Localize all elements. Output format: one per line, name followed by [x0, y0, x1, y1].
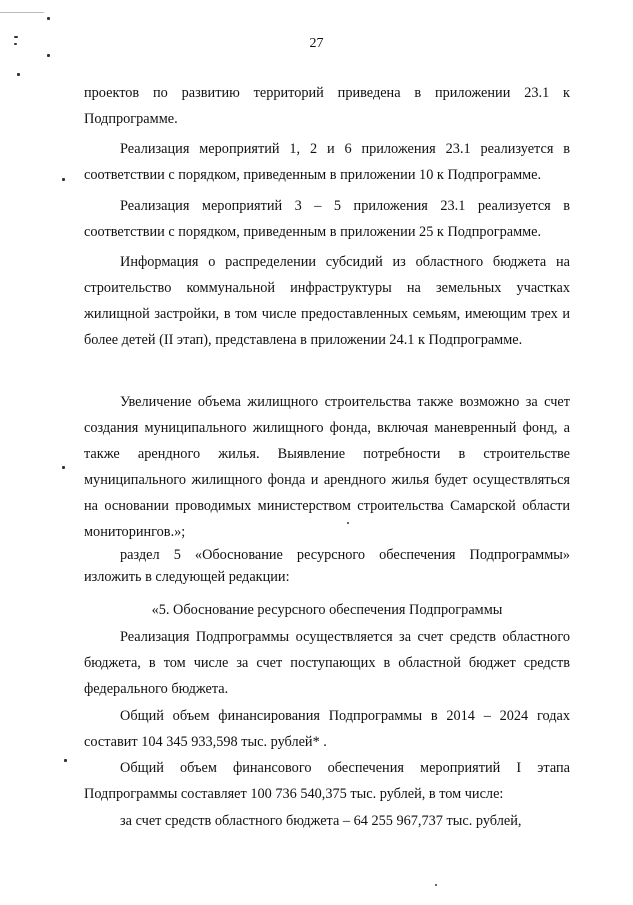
page-number: 27	[309, 36, 324, 51]
scan-mark	[17, 73, 20, 76]
paragraph-subsidies-info: Информация о распределении субсидий из областного бюджета на строительство коммунальной инфраструктуры на земельных участках жилищной застройки, в том числе предоставленных семьям, имеющим трех и более детей (II этап), представлена в приложении 24.1 к Подпрограмме.	[84, 254, 570, 348]
scan-mark	[62, 178, 65, 181]
paragraph-section-5-instruction: раздел 5 «Обоснование ресурсного обеспечения Подпрограммы» изложить в следующей редакции:	[84, 547, 570, 585]
paragraph-measures-1-2-6: Реализация мероприятий 1, 2 и 6 приложения 23.1 реализуется в соответствии с порядком, приведенным в приложении 10 к Подпрограмме.	[84, 141, 570, 183]
paragraph-stage-one-financing: Общий объем финансового обеспечения мероприятий I этапа Подпрограммы составляет 100 736 540,375 тыс. рублей, в том числе:	[84, 760, 570, 802]
scan-mark	[62, 466, 65, 469]
top-edge-line	[0, 12, 44, 13]
paragraph-implementation: Реализация Подпрограммы осуществляется за счет средств областного бюджета, в том числе за счет поступающих в областной бюджет средств федерального бюджета.	[84, 629, 570, 697]
paragraph-projects: проектов по развитию территорий приведена в приложении 23.1 к Подпрограмме.	[84, 85, 570, 127]
scan-mark	[47, 54, 50, 57]
scan-mark	[47, 17, 50, 20]
section-5-title: «5. Обоснование ресурсного обеспечения Подпрограммы	[151, 602, 503, 618]
scan-mark	[64, 759, 67, 762]
paragraph-total-financing: Общий объем финансирования Подпрограммы в 2014 – 2024 годах составит 104 345 933,598 тыс. рублей* .	[84, 708, 570, 750]
paragraph-housing-increase: Увеличение объема жилищного строительства также возможно за счет создания муниципального жилищного фонда, включая маневренный фонд, а также арендного жилья. Выявление потребности в строительстве муниципального жилищного фонда и арендного жилья будет осуществляться на основании проводимых министерством строительства Самарской области мониторингов.»;	[84, 394, 570, 540]
paragraph-measures-3-5: Реализация мероприятий 3 – 5 приложения 23.1 реализуется в соответствии с порядком, приведенным в приложении 25 к Подпрограмме.	[84, 198, 570, 240]
paragraph-regional-budget: за счет средств областного бюджета – 64 255 967,737 тыс. рублей,	[120, 813, 522, 829]
scan-mark	[435, 884, 437, 886]
